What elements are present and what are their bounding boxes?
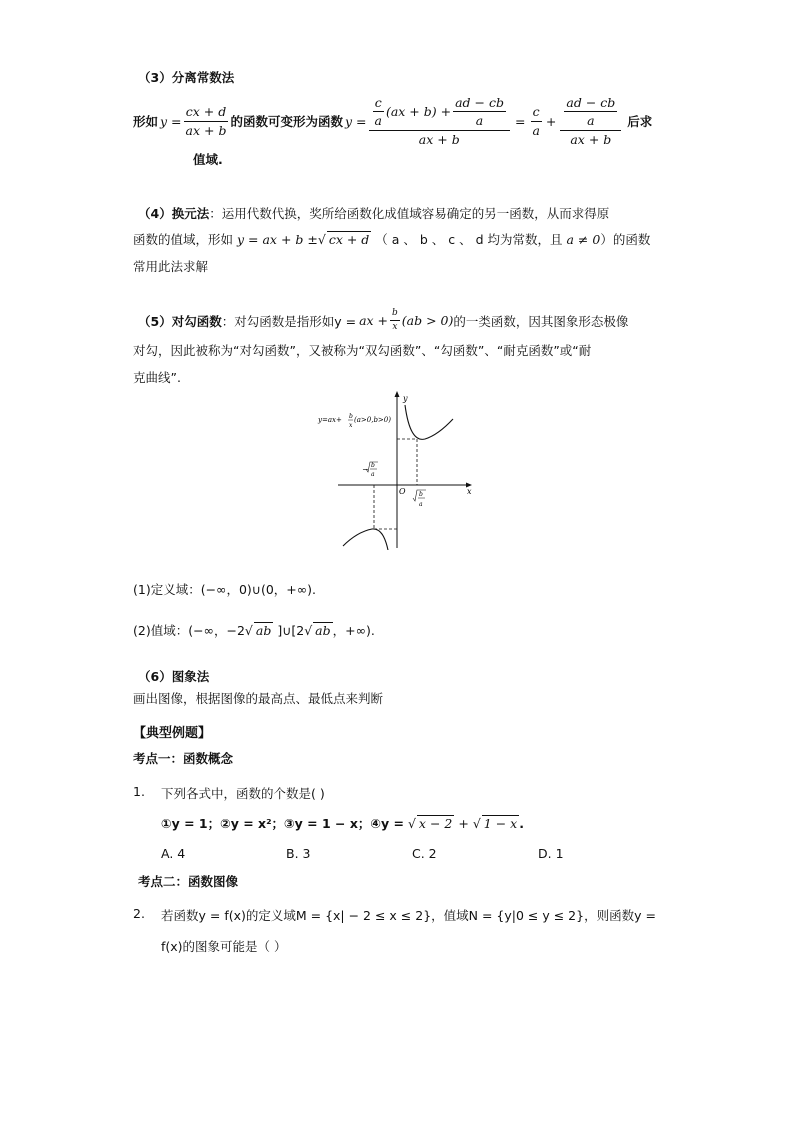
formula-lhs-2: y = — [344, 113, 367, 129]
q1-text: 下列各式中，函数的个数是( ) — [161, 786, 325, 801]
section-4-line2: 函数的值域，形如 y = ax + b ±√ cx + d （ a 、 b 、 c 、 d 均为常数，且 a ≠ 0）的函数 — [133, 232, 651, 247]
section-6-line1: 画出图像，根据图像的最高点、最低点来判断 — [133, 691, 384, 706]
origin-label: O — [399, 487, 406, 496]
section-6-title: （6）图象法 — [138, 669, 210, 684]
q1-option-c[interactable]: C. 2 — [412, 846, 437, 861]
y-axis-label: y — [403, 394, 408, 403]
key-point-2: 考点二：函数图像 — [138, 874, 239, 889]
section-3-title: （3）分离常数法 — [138, 70, 235, 85]
q1-items: ①y = 1；②y = x²；③y = 1 − x；④y = √ x − 2 + √ 1 − x . — [161, 816, 524, 831]
property-domain: (1)定义域：(−∞，0)∪(0，+∞). — [133, 582, 317, 597]
pos-sqrt-label-den: a — [419, 501, 423, 508]
q1-option-d[interactable]: D. 1 — [538, 846, 564, 861]
right-branch-curve — [405, 405, 453, 439]
q1-option-a[interactable]: A. 4 — [161, 846, 186, 861]
section-5-line2: 对勾，因此被称为“对勾函数”，又被称为“双勾函数”、“勾函数”、“耐克函数”或“耐 — [133, 343, 592, 358]
graph-function-label-num: b — [349, 413, 353, 420]
neg-sqrt-label-num: b — [371, 462, 375, 469]
section-5-line1: （5）对勾函数 ：对勾函数是指形如y = ax + $\frac{b}{x}$ (ab > 0) 的一类函数，因其图象形态极像 — [138, 308, 629, 333]
graph-function-label-prefix: y=ax+ — [318, 416, 342, 424]
section-3-mid: 的函数可变形为函数 — [230, 114, 343, 129]
section-4-line3: 常用此法求解 — [133, 259, 209, 274]
left-branch-curve — [343, 529, 390, 550]
neg-sqrt-label-den: a — [371, 471, 375, 478]
section-3-line2: 值域. — [193, 152, 223, 167]
property-range: (2)值域：(−∞，−2√ ab ]∪[2√ ab ，+∞). — [133, 623, 375, 638]
pos-sqrt-label-num: b — [419, 491, 423, 498]
graph-function-label-den: x — [349, 422, 353, 429]
key-point-1: 考点一：函数概念 — [133, 751, 234, 766]
fraction-c-over-a: $\frac{c}{a}$ — [532, 103, 540, 138]
x-axis-label: x — [467, 487, 472, 496]
fraction-ad-cb: $\frac{\frac{ad - cb}{a}}{ax + b}$ — [560, 95, 621, 148]
q2-number: 2. — [133, 906, 145, 921]
section-3-formula-line: 形如 y = $\frac{cx + d}{ax + b}$ 的函数可变形为函数 y = $\frac{c}{a}$ (ax + b) + $\frac{ad - cb}{a}$ ax + b = $\frac{c}{a}$ + $\frac{\frac{ad - cb}{a}}{ax + b}$ 后求 — [133, 94, 653, 147]
tick-function-graph — [310, 388, 485, 550]
graph-function-label-cond: (a>0,b>0) — [354, 416, 391, 424]
q1-option-b[interactable]: B. 3 — [286, 846, 311, 861]
section-4-line1: （4）换元法：运用代数代换，奖所给函数化成值域容易确定的另一函数，从而求得原 — [138, 206, 610, 221]
fraction-cx-d-over-ax-b: $\frac{cx + d}{ax + b}$ — [185, 103, 227, 138]
examples-heading: 【典型例题】 — [133, 726, 212, 741]
neg-sqrt-label-sign: − — [362, 465, 369, 474]
q2-line2: f(x)的图象可能是（ ） — [161, 939, 287, 954]
section-3-lead: 形如 — [133, 114, 159, 129]
y-axis-arrow — [395, 391, 400, 397]
q2-line1: 若函数y = f(x)的定义域M = {x| − 2 ≤ x ≤ 2}，值域N = {y|0 ≤ y ≤ 2}，则函数y = — [161, 908, 656, 923]
q1-number: 1. — [133, 784, 145, 799]
section-3-tail: 后求 — [627, 114, 653, 129]
formula-lhs: y = — [160, 113, 182, 129]
big-fraction: $\frac{c}{a}$ (ax + b) + $\frac{ad - cb}{a}$ ax + b — [369, 95, 510, 148]
section-5-line3: 克曲线”. — [133, 370, 181, 385]
